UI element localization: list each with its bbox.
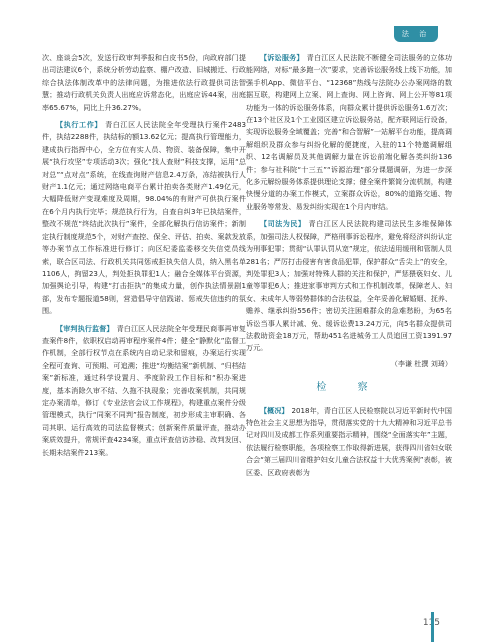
page-number: 115 [422, 618, 440, 628]
execution-text: 青白江区人民法院全年受理执行案件2483件，执结2288件，执结标的额13.62亿元；提高执行管理能力，建成执行指挥中心，全方位有实人员、物资、装备保障，集中开展“执行攻坚”专项活动3次；强化“找人查财”科技支撑，运用“总对总”“点对点”系统，在线查询财产信息2.4万条，冻结被执行人财产1.1亿元；通过网络电商平台累计拍卖各类财产1.49亿元，大幅降低财产变现难度及周期，98.04%的有财产可供执行案件在6个月内执行完毕；规范执行行为，自查自纠3年已执结案件，整改不规范“终结此次执行”案件，全部化解执行信访案件；新制定执行制度规范5个，对财产查控、保全、评估、拍卖、案款发放等办案节点工作标准进行修订；向区纪委监委移交失信党员线索，联合区司法、行政机关共同惩戒拒执失信人员，纳入黑名单1106人，拘留23人，判处拒执罪犯1人；融合全媒体平台资源，加强舆论引导，构建“打击拒执”的集成力量，创作执法情景剧1部，发布专题报道58则，营造倡导守信践诺、惩戒失信违约的氛围。 [42, 120, 246, 316]
author-signature: （李谦 杜撰 刘琦） [390, 358, 452, 368]
overview-tag: 【概况】 [260, 405, 289, 415]
execution-paragraph [42, 119, 246, 318]
supervision-paragraph [42, 323, 246, 459]
section-tab: 法 治 [394, 26, 438, 42]
overview-text: 2018年，青白江区人民检察院以习近平新时代中国特色社会主义思想为指导，贯彻落实党的十九大精神和习近平总书记对四川及成都工作系列重要指示精神，围绕“全面落实年”主题，依法履行检察职能，各项检察工作取得新进展，获得四川省妇女联合会“第三届四川省维护妇女儿童合法权益十大优秀案例”表彰，被区委、区政府表彰为 [246, 405, 452, 477]
top-header-bar [0, 0, 480, 44]
supervision-tag: 【审判执行监督】 [56, 323, 114, 333]
petition-tag: 【诉讼服务】 [260, 53, 304, 62]
execution-tag: 【执行工作】 [56, 120, 103, 130]
right-column [246, 52, 452, 484]
petition-text: 青白江区人民法院不断健全司法服务的立体功能网络，对标“最多跑一次”要求，完善诉讼服务线上线下功能，加强手机App、微信平台、“12368”热线与法院办公办案网络的数据互联，构建网上立案、网上查询、网上咨询、网上公开等81项功能为一体的诉讼服务体系，向群众累计提供诉讼服务1.6万次；在13个社区及1个工业园区建立诉讼服务站，配齐联网运行设备，实现诉讼服务全域覆盖；完善“和合智解”一站解平台功能，提高调解组织及群众参与纠纷化解的便捷度，入驻的11个特邀调解组织、12名调解员及其他调解力量在诉讼前端化解各类纠纷136件；参与社科院“十三五”“诉源治理”部分课题调研，为进一步深化多元解纷服务体系提供理论支撑；健全案件繁简分流机制，构建快慢分道的办案工作模式，立案群众诉讼，80%的道路交通、物业服务等常发、易发纠纷实现在1个月内审结。 [246, 53, 453, 211]
overview-paragraph [246, 405, 452, 479]
judicial-people-tag: 【司法为民】 [260, 219, 306, 229]
supervision-text: 青白江区人民法院全年受理民商事再审复查案件8件，依职权启动再审程序案件4件；健全“静默化”监督工作机制，全部行权节点在系统内自动记录和留痕，办案运行实现全程可查询、可预期、可追溯；推进“均衡结案”新机制、“归档结案”新标准，通过科学设置月、季度阶段工作目标和“积办案进度，基本消除久审不结、久拖不执现象；完善收案机制，共同规定办案清单，修订《专业法官会议工作规程》，构建重点案件分级管理模式，执行“同案不同判”报告制度，初步形成主审职确、各司其职、运行高效的司法监督模式；创新案件质量评查，推动办案质效提升，常规评查4234案，重点评查信访涉稳、改判发回、长期未结案件213案。 [42, 323, 247, 457]
footer-accent-bar [431, 612, 480, 642]
judicial-people-paragraph [246, 218, 452, 354]
left-column [42, 52, 246, 464]
judicial-people-text: 青白江区人民法院构建司法民生多维保障体系，加强司法人权保障，严格刑事诉讼程序，避免将经济纠纷认定为刑事犯罪；贯彻“认罪认罚从宽”规定，依法适用缓刑和管制人员281名；严厉打击侵害有害食品犯罪，保护群众“舌尖上”的安全，判处罪犯3人；加强对特殊人群的关注和保护，严惩猥亵妇女、儿童等罪犯6人；推进家事审判方式和工作机制改革，保障老人、妇女、未成年人等弱势群体的合法权益，全年妥善化解婚姻、抚养、赡养、继承纠纷556件；密切关注困难群众的急难愁盼，为65名诉讼当事人累计减、免、缓诉讼费13.24万元，向5名群众提供司法救助资金18万元，帮助451名进城务工人员追回工资1391.97万元。 [246, 219, 453, 353]
procuratorate-section-title: 检 察 [316, 382, 382, 394]
petition-paragraph [246, 52, 452, 213]
intro-paragraph: 次、座谈会5次，发送行政审判季报和白皮书5份，向政府部门提出司法建议6个，系统分析劳动监察、棚户改造、旧城搬迁、行政综合执法体制改革中的法律问题，为推进依法行政提供司法智慧；推动行政机关负责人出庭应诉常态化，出庭应诉44案，出庭率65.67%，同比上升36.27%。 [42, 53, 246, 112]
